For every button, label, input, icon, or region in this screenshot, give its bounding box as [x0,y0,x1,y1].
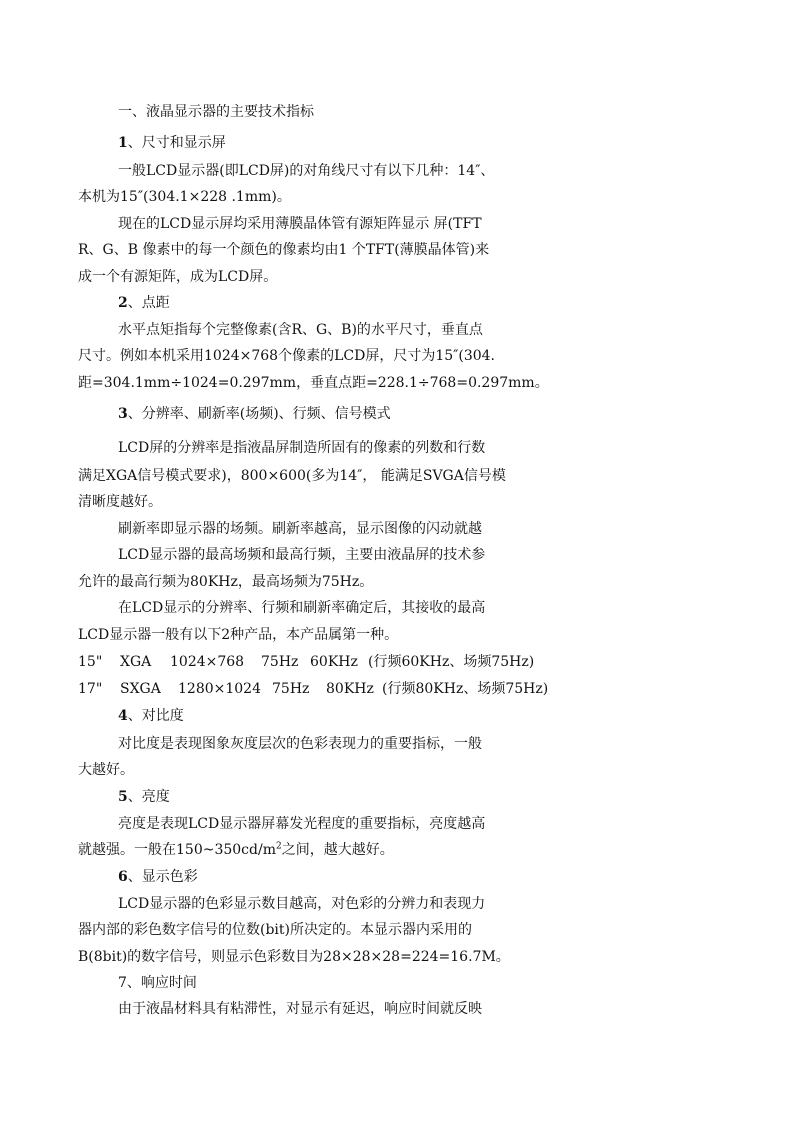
section-4-title: 、对比度 [127,708,184,724]
section-5-number: 5 [118,789,128,805]
spec-row-2-size: 17" [78,681,103,697]
spec-row-1-resolution: 1024×768 [170,654,245,670]
section-5-heading [118,788,170,806]
section-6-heading [118,868,198,886]
spec-row-2-resolution: 1280×1024 [178,681,261,697]
section-1-number: 1 [118,135,128,151]
section-1-heading [118,134,226,152]
s5-line-2 [78,841,394,859]
s2-line-1: 水平点矩指每个完整像素(含R、G、B)的水平尺寸，垂直点 [118,322,483,338]
s3-line-1: LCD屏的分辨率是指液晶屏制造所固有的像素的列数和行数 [118,440,486,456]
spec-row-1-vfreq: 75Hz [261,654,299,670]
spec-row-2-hfreq: 80KHz [326,681,374,697]
spec-row-2 [78,680,548,698]
s1-line-4: R、G、B 像素中的每一个颜色的像素均由1 个TFT(薄膜晶体管)来 [78,242,490,258]
s2-line-3: 距=304.1mm÷1024=0.297mm，垂直点距=228.1÷768=0.297mm。 [78,375,549,391]
spec-row-1-note: (行频60KHz、场频75Hz) [368,654,535,670]
s1-line-3: 现在的LCD显示屏均采用薄膜晶体管有源矩阵显示 屏(TFT [118,216,482,232]
s3-line-4: 刷新率即显示器的场频。刷新率越高，显示图像的闪动就越 [118,521,482,537]
section-3-title: 、分辨率、刷新率(场频)、行频、信号模式 [127,406,391,422]
doc-title: 一、液晶显示器的主要技术指标 [118,104,314,120]
section-3-heading [118,405,391,423]
section-5-title: 、亮度 [127,789,170,805]
s4-line-2: 大越好。 [78,762,134,778]
section-2-title: 、点距 [127,295,170,311]
spec-row-2-mode: SXGA [120,681,161,697]
spec-row-1 [78,653,534,671]
section-2-number: 2 [118,295,128,311]
s1-line-1: 一般LCD显示器(即LCD屏)的对角线尺寸有以下几种：14″、 [118,163,495,179]
s5-line-2-sup: 2 [275,841,282,852]
s1-line-2: 本机为15″(304.1×228 .1mm)。 [78,189,291,205]
spec-row-2-note: (行频80KHz、场频75Hz) [382,681,549,697]
s4-line-1: 对比度是表现图象灰度层次的色彩表现力的重要指标，一般 [118,736,482,752]
s5-line-1: 亮度是表现LCD显示器屏幕发光程度的重要指标，亮度越高 [118,816,486,832]
section-4-number: 4 [118,708,128,724]
s2-line-2: 尺寸。例如本机采用1024×768个像素的LCD屏，尺寸为15″(304. [78,348,495,364]
s1-line-5: 成一个有源矩阵，成为LCD屏。 [78,269,278,285]
s3-line-3: 清晰度越好。 [78,494,162,510]
section-6-number: 6 [118,869,128,885]
spec-row-1-hfreq: 60KHz [310,654,358,670]
s6-line-2: 器内部的彩色数字信号的位数(bit)所决定的。本显示器内采用的 [78,922,472,938]
section-2-heading [118,294,170,312]
section-6-title: 、显示色彩 [127,869,198,885]
s3-line-7: 在LCD显示的分辨率、行频和刷新率确定后，其接收的最高 [118,600,486,616]
document-body [78,95,549,1055]
s5-line-2-b: 之间，越大越好。 [281,842,394,858]
section-1-title: 、尺寸和显示屏 [127,135,226,151]
s3-line-8: LCD显示器一般有以下2种产品，本产品属第一种。 [78,627,399,643]
spec-row-1-mode: XGA [120,654,152,670]
s3-line-5: LCD显示器的最高场频和最高行频，主要由液晶屏的技术参 [118,547,486,563]
section-4-heading [118,707,184,725]
spec-row-1-size: 15" [78,654,103,670]
spec-row-2-vfreq: 75Hz [272,681,310,697]
s5-line-2-a: 就越强。一般在150~350cd/m [78,842,276,858]
s7-line-1: 由于液晶材料具有粘滞性，对显示有延迟，响应时间就反映 [118,1001,482,1017]
s3-line-2: 满足XGA信号模式要求)，800×600(多为14″， 能满足SVGA信号模 [78,468,506,484]
s3-line-6: 允许的最高行频为80KHz，最高场频为75Hz。 [78,574,374,590]
s6-line-1: LCD显示器的色彩显示数目越高，对色彩的分辨力和表现力 [118,896,486,912]
s6-line-3: B(8bit)的数字信号，则显示色彩数目为28×28×28=224=16.7M。 [78,949,510,965]
section-7-heading: 7、响应时间 [118,975,197,991]
section-3-number: 3 [118,406,128,422]
